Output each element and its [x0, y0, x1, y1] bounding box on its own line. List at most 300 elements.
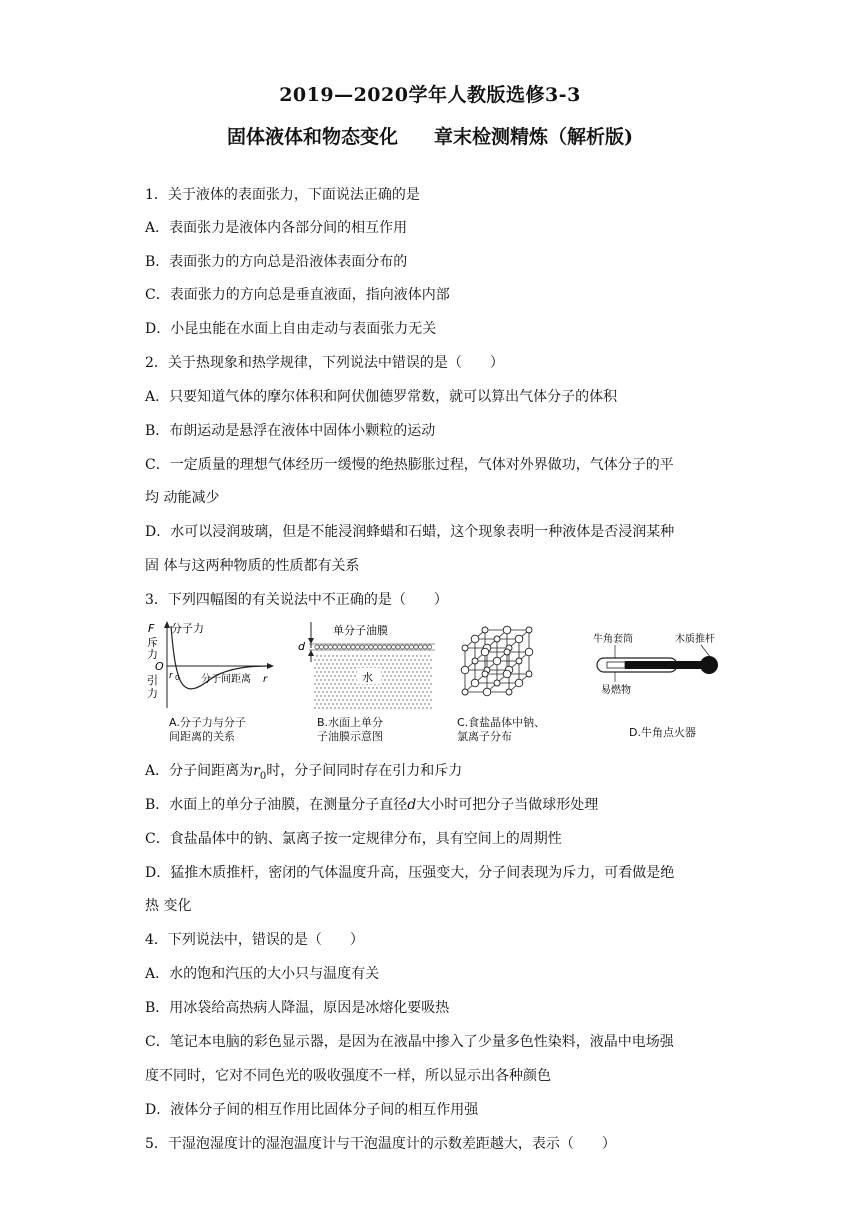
water-dot	[430, 667, 431, 668]
water-dot	[358, 707, 359, 708]
d-label: d	[298, 640, 305, 653]
water-dot	[426, 707, 427, 708]
water-dot	[402, 675, 403, 676]
sodium-ion	[506, 689, 512, 695]
water-dot	[386, 699, 387, 700]
water-dot	[362, 691, 363, 692]
q3-option-d-line2: 热 变化	[145, 898, 192, 914]
q3-option-b	[145, 795, 725, 815]
water-dot	[382, 683, 383, 684]
water-dot	[346, 683, 347, 684]
water-dot	[418, 659, 419, 660]
water-dot	[398, 675, 399, 676]
water-dot	[350, 683, 351, 684]
water-dot	[336, 663, 337, 664]
water-dot	[388, 655, 389, 656]
water-dot	[384, 703, 385, 704]
q3-b-text-post: 大小时可把分子当做球形处理	[416, 797, 599, 813]
water-dot	[338, 683, 339, 684]
water-dot	[426, 659, 427, 660]
water-dot	[422, 699, 423, 700]
water-dot	[316, 663, 317, 664]
water-dot	[404, 687, 405, 688]
figure-c-caption-1: C.食盐晶体中钠、	[457, 716, 546, 729]
water-dot	[424, 655, 425, 656]
water-dot	[402, 659, 403, 660]
water-dot	[410, 699, 411, 700]
oil-molecule-row	[315, 645, 432, 649]
water-dot	[388, 671, 389, 672]
water-dot	[314, 683, 315, 684]
oil-molecule	[409, 645, 413, 649]
water-dot	[370, 691, 371, 692]
water-dot	[382, 659, 383, 660]
water-dot	[410, 683, 411, 684]
water-dot	[408, 703, 409, 704]
water-dot	[426, 667, 427, 668]
water-dot	[350, 699, 351, 700]
water-dot	[332, 687, 333, 688]
axis-repulsion-label-1: 斥	[147, 636, 158, 649]
figure-c-caption-2: 氯离子分布	[457, 730, 512, 743]
oil-molecule	[369, 645, 373, 649]
water-dot	[404, 655, 405, 656]
q2-option-b: B．布朗运动是悬浮在液体中固体小颗粒的运动	[145, 423, 436, 439]
water-dot	[414, 707, 415, 708]
water-dot	[420, 655, 421, 656]
q3-b-text: B．水面上的单分子油膜，在测量分子直径	[145, 797, 408, 813]
water-dot	[386, 691, 387, 692]
water-dot	[384, 671, 385, 672]
water-dot	[328, 695, 329, 696]
water-dot	[334, 683, 335, 684]
water-dot	[360, 687, 361, 688]
water-dot	[394, 667, 395, 668]
water-dot	[340, 695, 341, 696]
water-dot	[320, 703, 321, 704]
sodium-ion	[526, 671, 532, 677]
oil-molecule	[378, 645, 382, 649]
water-dot	[428, 679, 429, 680]
water-dot	[354, 699, 355, 700]
water-dot	[408, 671, 409, 672]
water-dot	[332, 655, 333, 656]
water-dot	[418, 683, 419, 684]
q4-option-a: A．水的饱和汽压的大小只与温度有关	[145, 966, 380, 982]
water-dot	[360, 655, 361, 656]
water-dot	[348, 679, 349, 680]
oil-molecule	[324, 645, 328, 649]
water-dot	[334, 667, 335, 668]
oil-molecule	[319, 645, 323, 649]
figure-b	[295, 620, 435, 744]
water-dot	[400, 679, 401, 680]
sodium-ion	[472, 658, 478, 664]
water-dot	[358, 659, 359, 660]
water-dot	[386, 683, 387, 684]
water-dot	[342, 675, 343, 676]
q2-option-c-line1: C．一定质量的理想气体经历一缓慢的绝热膨胀过程，气体对外界做功，气体分子的平	[145, 457, 674, 473]
water-dot	[376, 703, 377, 704]
q2-option-d-line2: 固 体与这两种物质的性质都有关系	[145, 558, 360, 574]
water-dot	[316, 655, 317, 656]
chloride-ion	[515, 679, 523, 687]
water-dot	[316, 679, 317, 680]
water-dot	[416, 703, 417, 704]
chloride-ion	[481, 648, 489, 656]
water-dot	[414, 691, 415, 692]
water-dot	[396, 703, 397, 704]
water-dot	[330, 659, 331, 660]
axis-repulsion-label-2: 力	[147, 648, 158, 661]
water-dot	[344, 663, 345, 664]
water-dot	[424, 703, 425, 704]
water-dot	[330, 707, 331, 708]
water-dot	[372, 655, 373, 656]
water-dot	[318, 683, 319, 684]
water-dot	[384, 663, 385, 664]
water-dot	[412, 679, 413, 680]
q2-option-d-line1: D．水可以浸润玻璃，但是不能浸润蜂蜡和石蜡，这个现象表明一种液体是否浸润某种	[145, 524, 675, 540]
water-dot	[346, 667, 347, 668]
water-dot	[364, 663, 365, 664]
water-dot	[344, 655, 345, 656]
water-dot	[348, 703, 349, 704]
chloride-ion	[503, 626, 511, 634]
water-dot	[402, 699, 403, 700]
water-dot	[372, 663, 373, 664]
water-dot	[416, 695, 417, 696]
water-dot	[406, 675, 407, 676]
water-dot	[356, 655, 357, 656]
oil-molecule	[400, 645, 404, 649]
water-dot	[406, 691, 407, 692]
water-dot	[322, 667, 323, 668]
water-dot	[388, 703, 389, 704]
water-dot	[360, 663, 361, 664]
water-dot	[400, 687, 401, 688]
water-dot	[334, 691, 335, 692]
water-dot	[390, 667, 391, 668]
water-dot	[362, 707, 363, 708]
water-dot	[366, 707, 367, 708]
water-dot	[430, 691, 431, 692]
water-dot	[316, 687, 317, 688]
water-dot	[360, 703, 361, 704]
axis-f-label: F	[148, 622, 155, 635]
water-dot	[404, 663, 405, 664]
water-dot	[394, 675, 395, 676]
oil-molecule	[382, 645, 386, 649]
water-dot	[378, 659, 379, 660]
water-dot	[326, 659, 327, 660]
water-dot	[420, 663, 421, 664]
water-dot	[394, 683, 395, 684]
film-label: 单分子油膜	[333, 624, 388, 637]
water-dot	[368, 663, 369, 664]
water-dot	[350, 659, 351, 660]
water-dot	[356, 663, 357, 664]
water-dot	[328, 671, 329, 672]
water-dot	[336, 703, 337, 704]
water-dot	[382, 699, 383, 700]
water-dot	[410, 675, 411, 676]
water-dot	[342, 691, 343, 692]
water-dot	[318, 691, 319, 692]
sodium-ion	[482, 627, 488, 633]
water-dot	[396, 671, 397, 672]
figure-a-caption-2: 间距离的关系	[169, 730, 235, 743]
water-dot	[390, 659, 391, 660]
water-dot	[352, 663, 353, 664]
oil-molecule	[387, 645, 391, 649]
water-dot	[378, 699, 379, 700]
water-dot	[364, 687, 365, 688]
water-dot	[404, 679, 405, 680]
figure-b-caption-1: B.水面上单分	[317, 716, 384, 729]
water-dot	[364, 695, 365, 696]
water-dot	[380, 655, 381, 656]
water-dot	[324, 663, 325, 664]
figure-d	[593, 620, 725, 740]
water-dot	[348, 671, 349, 672]
document-title: 2019—2020学年人教版选修3-3	[279, 84, 581, 106]
water-dot	[426, 675, 427, 676]
question-3: 3．下列四幅图的有关说法中不正确的是（ ）	[145, 592, 448, 608]
water-dot	[384, 655, 385, 656]
water-dot	[340, 687, 341, 688]
water-dot	[408, 679, 409, 680]
water-dot	[322, 675, 323, 676]
question-5: 5．干湿泡湿度计的湿泡温度计与干泡温度计的示数差距越大，表示（ ）	[145, 1136, 616, 1152]
curve-label: 分子力	[171, 622, 204, 635]
axis-attraction-label-2: 力	[147, 687, 158, 700]
q3-a-text-post: 时，分子间同时存在引力和斥力	[266, 763, 463, 779]
water-dot	[368, 703, 369, 704]
water-dot	[320, 679, 321, 680]
water-dot	[388, 687, 389, 688]
water-dot	[414, 675, 415, 676]
q4-option-c-line2: 度不同时，它对不同色光的吸收强度不一样，所以显示出各种颜色	[145, 1068, 551, 1084]
water-dot	[386, 675, 387, 676]
water-dot	[326, 667, 327, 668]
tinder	[607, 662, 625, 668]
water-dot	[338, 691, 339, 692]
subtitle-part-a: 固体液体和物态变化	[226, 126, 398, 148]
water-dot	[352, 679, 353, 680]
water-dot	[326, 699, 327, 700]
water-dot	[388, 663, 389, 664]
fire-piston-diagram	[593, 620, 725, 712]
water-dot	[328, 679, 329, 680]
water-dot	[382, 667, 383, 668]
water-dot	[378, 691, 379, 692]
water-dot	[314, 691, 315, 692]
water-dot	[392, 703, 393, 704]
water-dot	[340, 655, 341, 656]
water-dot	[426, 691, 427, 692]
oil-molecule	[337, 645, 341, 649]
water-dot	[316, 703, 317, 704]
water-dot	[372, 703, 373, 704]
figure-c	[457, 620, 577, 744]
water-dot	[356, 687, 357, 688]
water-dot	[332, 695, 333, 696]
water-dot	[318, 659, 319, 660]
water-dot	[420, 695, 421, 696]
water-dot	[356, 703, 357, 704]
water-dot	[350, 707, 351, 708]
water-dot	[346, 699, 347, 700]
chloride-ion	[461, 666, 469, 674]
water-dot	[406, 667, 407, 668]
water-dot	[412, 695, 413, 696]
water-dot	[420, 703, 421, 704]
question-2: 2．关于热现象和热学规律，下列说法中错误的是（ ）	[145, 355, 504, 371]
water-dot	[392, 671, 393, 672]
sleeve-label: 牛角套筒	[593, 634, 633, 645]
document-subtitle	[0, 122, 860, 149]
water-dot	[400, 703, 401, 704]
figure-d-caption: D.牛角点火器	[629, 726, 696, 739]
q3-option-c: C．食盐晶体中的钠、氯离子按一定规律分布，具有空间上的周期性	[145, 831, 562, 847]
water-dot	[416, 655, 417, 656]
water-dot	[352, 687, 353, 688]
water-dot	[374, 699, 375, 700]
q1-option-c: C．表面张力的方向总是垂直液面，指向液体内部	[145, 287, 450, 303]
water-dot	[430, 707, 431, 708]
water-dot	[422, 691, 423, 692]
water-dot	[390, 707, 391, 708]
q3-a-text: A．分子间距离为	[145, 763, 254, 779]
water-dot	[390, 675, 391, 676]
sodium-ion	[516, 658, 522, 664]
x-axis-label: 分子间距离	[201, 674, 251, 685]
water-dot	[428, 655, 429, 656]
water-dot	[364, 703, 365, 704]
water-dot	[330, 675, 331, 676]
water-dot	[348, 695, 349, 696]
water-dot	[394, 691, 395, 692]
water-dot	[388, 695, 389, 696]
oil-molecule	[423, 645, 427, 649]
q1-option-b: B．表面张力的方向总是沿液体表面分布的	[145, 254, 408, 270]
water-dot	[424, 679, 425, 680]
water-dot	[346, 707, 347, 708]
sodium-ion	[482, 671, 488, 677]
water-dot	[380, 687, 381, 688]
q3-b-var: d	[407, 797, 417, 813]
water-dot	[418, 707, 419, 708]
water-dot	[430, 683, 431, 684]
water-dot	[348, 663, 349, 664]
water-dot	[352, 695, 353, 696]
water-dot	[358, 691, 359, 692]
water-dot	[336, 687, 337, 688]
water-dot	[374, 707, 375, 708]
water-dot	[334, 659, 335, 660]
water-dot	[420, 671, 421, 672]
water-dot	[422, 667, 423, 668]
chloride-ion	[515, 635, 523, 643]
water-dot	[366, 659, 367, 660]
water-dot	[318, 675, 319, 676]
oil-molecule	[414, 645, 418, 649]
water-dot	[380, 663, 381, 664]
water-dot	[368, 695, 369, 696]
water-dot	[382, 675, 383, 676]
oil-molecule	[427, 645, 431, 649]
q3-figures	[145, 620, 725, 755]
water-dot	[370, 659, 371, 660]
oil-molecule	[405, 645, 409, 649]
oil-molecule	[315, 645, 319, 649]
water-dot	[340, 671, 341, 672]
oil-molecule	[333, 645, 337, 649]
chloride-ion	[503, 670, 511, 678]
fuel-label: 易燃物	[601, 685, 631, 696]
water-dot	[410, 707, 411, 708]
water-dot	[340, 663, 341, 664]
water-dot	[322, 659, 323, 660]
sodium-ion	[504, 649, 510, 655]
water-dot	[382, 691, 383, 692]
oil-molecule	[364, 645, 368, 649]
water-dot	[350, 675, 351, 676]
water-label: 水	[362, 671, 373, 684]
water-dot	[386, 667, 387, 668]
water-dot	[354, 659, 355, 660]
q3-option-d-line1: D．猛推木质推杆，密闭的气体温度升高，压强变大，分子间表现为斥力，可看做是绝	[145, 865, 675, 881]
water-dot	[352, 703, 353, 704]
water-dot	[326, 707, 327, 708]
water-dot	[396, 695, 397, 696]
question-4: 4．下列说法中，错误的是（ ）	[145, 932, 364, 948]
water-dot	[404, 695, 405, 696]
water-dot	[414, 683, 415, 684]
water-dot	[402, 683, 403, 684]
water-dot	[324, 679, 325, 680]
oil-molecule	[373, 645, 377, 649]
water-dot	[416, 679, 417, 680]
water-dot	[344, 687, 345, 688]
water-dot	[392, 695, 393, 696]
water-dot	[314, 707, 315, 708]
water-dot	[398, 691, 399, 692]
water-dot	[416, 687, 417, 688]
water-dot	[348, 687, 349, 688]
water-dot	[322, 699, 323, 700]
water-dot	[408, 663, 409, 664]
water-dot	[354, 683, 355, 684]
water-dot	[326, 675, 327, 676]
water-dot	[392, 655, 393, 656]
oil-molecule	[351, 645, 355, 649]
water-dot	[428, 671, 429, 672]
q2-option-a: A．只要知道气体的摩尔体积和阿伏伽德罗常数，就可以算出气体分子的体积	[145, 389, 618, 405]
water-dot	[366, 691, 367, 692]
water-dot	[360, 695, 361, 696]
r0-sub: 0	[175, 674, 180, 682]
water-dot	[396, 687, 397, 688]
question-1: 1．关于液体的表面张力，下面说法正确的是	[145, 187, 420, 203]
water-dot	[376, 655, 377, 656]
water-dot	[386, 659, 387, 660]
water-dot	[354, 707, 355, 708]
water-dot	[356, 695, 357, 696]
water-dot	[352, 671, 353, 672]
water-dot	[346, 675, 347, 676]
